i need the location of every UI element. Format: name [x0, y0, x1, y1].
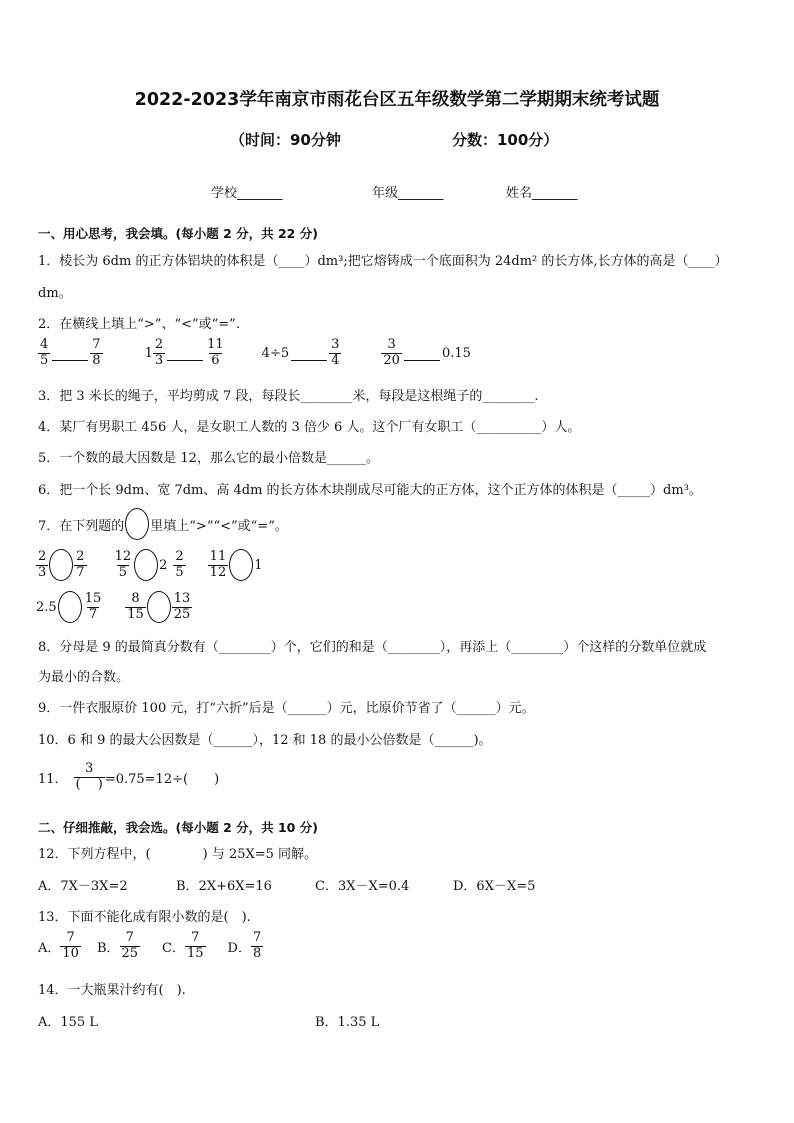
answer-blank[interactable] — [291, 346, 327, 361]
division-expression: 4÷5 — [261, 345, 290, 361]
fraction: $\frac{7}{25}$ — [121, 930, 139, 961]
option-label[interactable]: C． — [162, 940, 185, 956]
question-7-suffix: 里填上“>”“<”或“=”。 — [150, 518, 288, 534]
question-9: 9．一件衣服原价 100 元，打“六折”后是（______）元，比原价节省了（______）元。 — [38, 701, 535, 716]
question-3: 3．把 3 米长的绳子，平均剪成 7 段，每段长________米，每段是这根绳子的________. — [38, 389, 539, 404]
fraction: $\frac{4}{5}$ — [40, 337, 49, 368]
question-13-options — [38, 931, 263, 962]
question-7-prefix: 7．在下列题的 — [38, 518, 125, 534]
page-title: 2022-2023学年南京市雨花台区五年级数学第二学期期末统考试题 — [134, 90, 660, 110]
fraction: $\frac{11}{6}$ — [207, 337, 224, 368]
whole-number: 1 — [254, 557, 263, 573]
oval-icon — [125, 508, 149, 540]
question-10: 10．6 和 9 的最大公因数是（______），12 和 18 的最小公倍数是（______)。 — [38, 733, 492, 748]
exam-score: 分数：100分） — [452, 131, 559, 149]
question-11-number: 11． — [38, 771, 68, 787]
section-2-heading: 二、仔细推敲，我会选。(每小题 2 分，共 10 分) — [38, 820, 318, 835]
question-7-row-1 — [36, 549, 263, 581]
option-label[interactable]: D． — [227, 940, 251, 956]
fraction: $\frac{8}{15}$ — [127, 590, 144, 622]
grade-field[interactable]: 年级_______ — [372, 186, 444, 201]
compare-oval[interactable] — [58, 591, 82, 623]
question-12-option-b[interactable]: B．2X+6X=16 — [176, 879, 272, 894]
fraction: $\frac{12}{5}$ — [114, 548, 132, 580]
decimal-value: 0.15 — [441, 345, 471, 361]
option-label[interactable]: A． — [38, 940, 61, 956]
whole-number: 2 — [159, 557, 168, 573]
fraction: $\frac{7}{10}$ — [62, 930, 79, 961]
question-5: 5．一个数的最大因数是 12，那么它的最小倍数是______。 — [38, 451, 379, 466]
question-14-stem: 14．一大瓶果汁约有( ). — [38, 983, 186, 998]
question-1-line-1: 1．棱长为 6dm 的正方体铝块的体积是（____）dm³;把它熔铸成一个底面积为 24dm² 的长方体,长方体的高是（____） — [38, 254, 728, 269]
question-7-row-2 — [36, 591, 192, 623]
question-12-option-a[interactable]: A．7X－3X=2 — [38, 879, 128, 894]
fraction: $\frac{2}{3}$ — [154, 337, 164, 368]
question-11 — [38, 762, 219, 793]
fraction: $\frac{7}{8}$ — [252, 930, 262, 961]
fraction: $\frac{11}{12}$ — [209, 548, 227, 580]
fraction: $\frac{2}{7}$ — [76, 548, 85, 580]
question-1-line-2: dm。 — [38, 286, 72, 301]
question-8-line-2: 为最小的合数。 — [38, 670, 130, 685]
question-12-stem: 12．下列方程中，( ) 与 25X=5 同解。 — [38, 847, 318, 862]
fraction: $\frac{3}{20}$ — [383, 337, 400, 368]
section-1-heading: 一、用心思考，我会填。(每小题 2 分，共 22 分) — [38, 226, 318, 241]
question-11-equation: =0.75=12÷( ) — [104, 771, 220, 787]
question-12-option-c[interactable]: C．3X－X=0.4 — [315, 879, 410, 894]
question-14-option-a[interactable]: A．155 L — [38, 1015, 98, 1030]
school-field[interactable]: 学校_______ — [211, 186, 283, 201]
compare-oval[interactable] — [134, 549, 158, 581]
answer-blank[interactable] — [404, 346, 440, 361]
fraction: $\frac{3}{( )}$ — [75, 761, 103, 792]
question-2-stem: 2．在横线上填上“>”、“<”或“=”. — [38, 317, 240, 332]
question-8-line-1: 8．分母是 9 的最简真分数有（________）个，它们的和是（________），再添上（________）个这样的分数单位就成 — [38, 640, 707, 655]
answer-blank[interactable] — [167, 346, 203, 361]
compare-oval[interactable] — [229, 549, 253, 581]
fraction: $\frac{7}{8}$ — [92, 337, 101, 368]
question-6: 6．把一个长 9dm、宽 7dm、高 4dm 的长方体木块削成尽可能大的正方体，这个正方体的体积是（_____）dm³。 — [38, 483, 702, 498]
whole-number: 1 — [144, 345, 153, 361]
fraction: $\frac{2}{5}$ — [175, 548, 184, 580]
question-4: 4．某厂有男职工 456 人，是女职工人数的 3 倍少 6 人。这个厂有女职工（__________）人。 — [38, 420, 581, 435]
fraction: $\frac{13}{25}$ — [173, 590, 191, 622]
decimal-value: 2.5 — [36, 599, 57, 615]
fraction: $\frac{2}{3}$ — [38, 548, 47, 580]
compare-oval[interactable] — [49, 549, 73, 581]
name-field[interactable]: 姓名_______ — [506, 186, 578, 201]
question-12-option-d[interactable]: D．6X－X=5 — [453, 879, 536, 894]
fraction: $\frac{15}{7}$ — [84, 590, 102, 622]
fraction: $\frac{3}{4}$ — [331, 337, 340, 368]
question-2-items — [38, 338, 471, 369]
question-14-option-b[interactable]: B．1.35 L — [315, 1015, 380, 1030]
fraction: $\frac{7}{15}$ — [187, 930, 204, 961]
question-13-stem: 13．下面不能化成有限小数的是( ). — [38, 910, 251, 925]
compare-oval[interactable] — [147, 591, 171, 623]
question-7-stem — [38, 508, 288, 540]
exam-time: （时间：90分钟 — [230, 131, 341, 149]
option-label[interactable]: B． — [96, 940, 120, 956]
answer-blank[interactable] — [52, 346, 88, 361]
